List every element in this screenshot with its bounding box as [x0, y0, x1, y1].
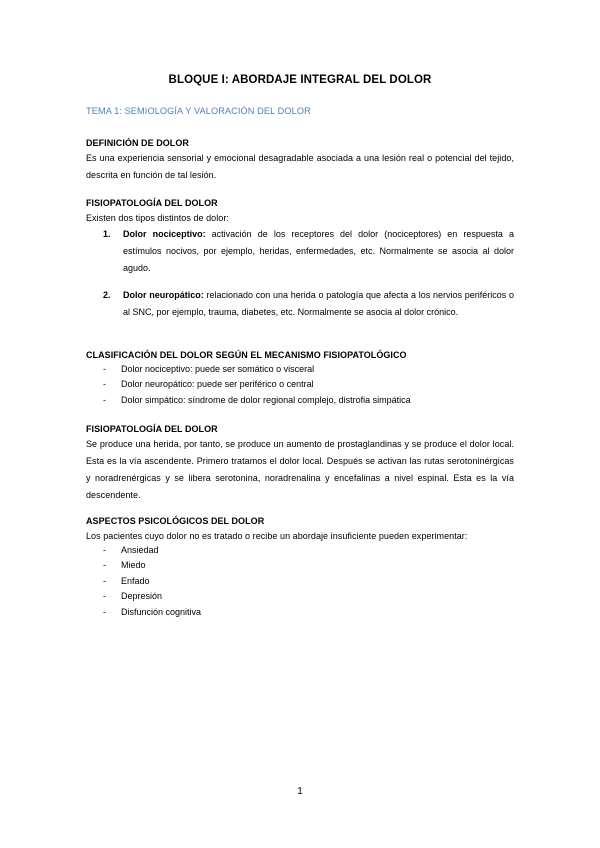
list-item-text: Disfunción cognitiva: [121, 606, 202, 617]
topic-subtitle: TEMA 1: SEMIOLOGÍA Y VALORACIÓN DEL DOLOR: [86, 106, 311, 116]
list-item-text: Enfado: [121, 575, 150, 586]
list-item-text: Dolor simpático: síndrome de dolor regional complejo, distrofia simpática: [121, 394, 411, 405]
list-item: [103, 393, 411, 408]
list-item-text: Dolor nociceptivo: puede ser somático o visceral: [121, 364, 315, 374]
list-item-text: Ansiedad: [121, 545, 159, 555]
item-number: 1.: [103, 229, 111, 239]
document-title: BLOQUE I: ABORDAJE INTEGRAL DEL DOLOR: [168, 74, 432, 86]
pathophysiology-heading: FISIOPATOLOGÍA DEL DOLOR: [86, 198, 218, 208]
list-item: [103, 362, 411, 377]
list-dash: -: [103, 575, 106, 586]
list-dash: -: [103, 545, 106, 555]
list-item: [103, 543, 201, 558]
list-item: [103, 226, 514, 277]
list-item-text: Dolor neuropático: puede ser periférico o central: [121, 379, 314, 390]
list-dash: -: [103, 606, 106, 617]
list-dash: -: [103, 560, 106, 571]
list-dash: -: [103, 364, 106, 374]
list-item: [103, 377, 411, 392]
list-item: [103, 605, 201, 620]
definition-heading: DEFINICIÓN DE DOLOR: [86, 138, 189, 148]
list-dash: -: [103, 591, 106, 602]
pathophysiology-heading-2: FISIOPATOLOGÍA DEL DOLOR: [86, 424, 218, 434]
list-dash: -: [103, 394, 106, 405]
psychological-heading: ASPECTOS PSICOLÓGICOS DEL DOLOR: [86, 516, 265, 526]
classification-list: [103, 362, 411, 408]
definition-text: Es una experiencia sensorial y emocional desagradable asociada a una lesión real o potencial del tejido, descrita en función de tal lesión.: [86, 153, 514, 180]
list-item: [103, 589, 201, 604]
list-item: [103, 574, 201, 589]
item-number: 2.: [103, 290, 111, 300]
classification-heading: CLASIFICACIÓN DEL DOLOR SEGÚN EL MECANISMO FISIOPATOLÓGICO: [86, 350, 407, 360]
page-number: 1: [297, 786, 303, 797]
list-item-text: Miedo: [121, 560, 146, 571]
item-text: relacionado con una herida o patología que afecta a los nervios periféricos o al SNC, por ejemplo, trauma, diabetes, etc. Normalmente se asocia al dolor crónico.: [123, 290, 515, 317]
pathophysiology-intro: Existen dos tipos distintos de dolor:: [86, 213, 229, 223]
list-dash: -: [103, 379, 106, 390]
psychological-intro: Los pacientes cuyo dolor no es tratado o recibe un abordaje insuficiente pueden experimentar:: [86, 531, 468, 541]
item-term: Dolor nociceptivo:: [123, 229, 206, 239]
psychological-list: [103, 543, 201, 620]
item-text: activación de los receptores del dolor (nociceptores) en respuesta a estímulos nocivos, por ejemplo, heridas, enfermedades, etc. Normalmente se asocia al dolor agudo.: [123, 229, 514, 273]
list-item: [103, 287, 514, 321]
pathophysiology-text: Se produce una herida, por tanto, se produce un aumento de prostaglandinas y se produce el dolor local. Esta es la vía ascendente. Primero tratamos el dolor local. Después se activan las rutas serotoninérgicas y noradrenérgicas y se libera serotonina, noradrenalina y encefalinas a nivel espinal. Esta es la vía descendente.: [86, 439, 514, 500]
list-item-text: Depresión: [121, 591, 163, 602]
item-term: Dolor neuropático:: [123, 290, 204, 300]
list-item: [103, 558, 201, 573]
